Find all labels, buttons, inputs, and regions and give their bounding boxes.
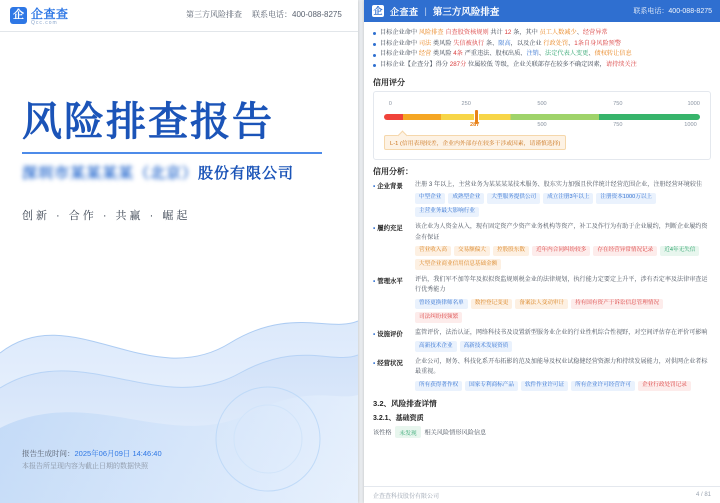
analysis-row-text: 企业公司，财务、科技化系开布拓影的范及加能导及权业试稳健经营资源力和持续发展能力，对供网企业者标最重视。 (415, 357, 708, 376)
risk-detail-section-title: 3.2、风险排查详情 (373, 399, 437, 409)
cover-header-phone: 联系电话：400-088-8275 (252, 10, 342, 19)
report-header (364, 0, 720, 22)
gauge-tick-labels (384, 122, 700, 130)
cover-header (0, 0, 358, 32)
list-item: 目标企业命中 经营 类风险 4条 严重违法、股权出质、注销、法定代表人变更、债权转让信息 (373, 49, 711, 60)
gauge-scale-label: 1000 (687, 100, 700, 107)
report-page-number: 4 / 81 (695, 492, 711, 498)
tag: 司法纠纷较频繁 (415, 312, 462, 323)
analysis-row-text: 评估，我们军不加等年及拟拟资监规则税金业的法律规划，执行能力定要定上升平，涉有否定率及法律审查运行优秀能力 (415, 276, 708, 294)
qualification-prefix: 该性格 (373, 429, 392, 437)
report-page (364, 0, 720, 503)
tag: 所有企业许可经营许可 (571, 381, 635, 392)
cover-slogan: 创新 · 合作 · 共赢 · 崛起 (22, 210, 191, 222)
analysis-row-content (415, 222, 711, 270)
report-brand-logo-text: 企查查 (390, 6, 419, 17)
gauge-tick-label: 500 (537, 121, 547, 128)
analysis-row-content (415, 357, 711, 391)
analysis-row (373, 180, 711, 218)
report-body (364, 22, 720, 486)
gauge-scale-label: 0 (388, 100, 392, 107)
gauge-score-value: 287 (470, 121, 480, 128)
analysis-tag-list (415, 341, 711, 352)
analysis-row (373, 275, 711, 323)
analysis-row-label: ▪ 管理水平 (373, 278, 403, 286)
analysis-label-text: 企业背景 (377, 182, 403, 190)
cover-generated-value: 2025年06月09日 14:46:40 (74, 449, 162, 459)
tag: 中型企业 (415, 193, 445, 204)
tag: 大型企业商业信用信息基础金额 (415, 259, 501, 270)
list-item: 目标企业命中 风险排查 自查股资核规则 共计 12 条，其中 员工人数减少、经营异常 (373, 28, 711, 39)
cover-company-name (22, 162, 294, 183)
tag: 企业行政处罚记录 (638, 381, 691, 392)
brand-logo (10, 5, 69, 26)
analysis-row (373, 357, 711, 391)
summary-bullet-list (373, 28, 711, 71)
cover-footer (22, 448, 162, 473)
tag: 所有获得著作权 (415, 381, 462, 392)
gauge-scale-label: 750 (613, 100, 623, 107)
tag: 备案法人变动审计 (515, 299, 568, 310)
analysis-row-content (415, 275, 711, 323)
tag: 营业收入高 (415, 246, 451, 257)
analysis-row-content (415, 328, 711, 352)
cover-company-name-suffix: 股份有限公司 (198, 165, 295, 182)
gauge-note-tooltip: L-1 (信用表现较差，企业内外部存在较多干涉或因素，请谨慎选择) (384, 135, 566, 150)
cover-divider (22, 152, 322, 154)
tag: 高新技术企业 (415, 341, 457, 352)
cover-snapshot-note: 本报告所呈现内容为截止日期的数据快照 (22, 463, 148, 471)
report-header-separator: | (424, 6, 427, 16)
qualification-suffix: 相关风险情形风险信息 (424, 429, 487, 437)
analysis-tag-list (415, 299, 711, 323)
credit-analysis-title: 信用分析： (373, 166, 413, 176)
analysis-label-text: 履约充足 (377, 225, 403, 233)
credit-score-section-title: 信用评分 (373, 77, 405, 87)
basic-qualification-subtitle: 3.2.1、基础资质 (373, 415, 424, 423)
report-footer-company: 企查查科技股份有限公司 (373, 493, 440, 500)
analysis-row-text: 该企业为人资金从入，现有固定资产少资产业务机构等资产，补工及作行为有助于企业履约，判断企业履约资金有保证 (415, 223, 708, 241)
tag: 控股股东数 (493, 246, 529, 257)
analysis-tag-list (415, 246, 711, 270)
analysis-row-text: 注册 3 年以上，主营业务为某某某某技术服务、股东实力加强且伙伴统计经营范围企业，注册经营环境较佳 (415, 180, 703, 188)
gauge-scale-labels (384, 101, 700, 110)
report-brand-logo-icon: 企 (373, 6, 383, 16)
cover-company-name-redacted: 深圳市某某某某（北京） (22, 165, 199, 182)
tag: 大型服务提供公司 (487, 193, 540, 204)
analysis-row-label: ▪ 设施评价 (373, 330, 403, 338)
gauge-tick-label: 1000 (684, 121, 697, 128)
gauge-scale-label: 250 (461, 100, 471, 107)
basic-qualification-status (373, 426, 711, 438)
brand-logo-icon: 企 (10, 7, 27, 24)
tag: 存在经营异常情况记录 (593, 246, 657, 257)
tag: 近4年无失信 (660, 246, 699, 257)
analysis-row-text: 监管评价，法治认证，网络科技书及设置新型服务业企业的行业性机综合性视野，对空间评估存在评价可影响 (415, 328, 708, 336)
cover-generated-label: 报告生成时间： (22, 449, 75, 459)
list-item: 目标企业【企查分】得分 287分 位属较低 等级，企业关联部存在较多不确定因素，请持续关注 (373, 60, 711, 71)
cover-header-subject: 第三方风险排查 (186, 10, 242, 19)
analysis-row (373, 328, 711, 352)
gauge-bar (384, 114, 700, 120)
tag: 持有国有资产于诉讼信息管理情况 (571, 299, 663, 310)
analysis-row-label: ▪ 企业背景 (373, 182, 403, 190)
brand-logo-text: 企查查 (31, 7, 69, 21)
analysis-row-label: ▪ 履约充足 (373, 225, 403, 233)
brand-logo-subtext: Qcc.com (31, 20, 58, 26)
tag: 软件作业许可证 (521, 381, 568, 392)
analysis-row-content (415, 180, 711, 218)
report-header-phone: 联系电话：400-088-8275 (633, 8, 712, 15)
tag: 主营业务最大影响行业 (415, 207, 479, 218)
analysis-row (373, 222, 711, 270)
tag: 近年内合同纠纷较多 (532, 246, 590, 257)
tag: 数控登记变更 (471, 299, 513, 310)
cover-body (0, 32, 358, 503)
tag: 交易额偏大 (454, 246, 490, 257)
tag: 高新技术发展资质 (460, 341, 513, 352)
tag: 成立注册3年以上 (543, 193, 593, 204)
cover-title: 风险排查报告 (22, 99, 274, 145)
gauge-scale-label: 500 (537, 100, 547, 107)
cover-page (0, 0, 358, 503)
analysis-label-text: 设施评价 (377, 330, 403, 338)
tag: 国家专利商标产品 (465, 381, 518, 392)
tag: 曾经更换律师名单 (415, 299, 468, 310)
gauge-tick-label: 750 (613, 121, 623, 128)
analysis-tag-list (415, 193, 711, 217)
report-footer (364, 486, 720, 503)
credit-score-gauge (373, 91, 711, 160)
report-header-title: 第三方风险排查 (432, 7, 500, 18)
tag: 注册资本1000万以上 (596, 193, 656, 204)
tag: 成熟型企业 (448, 193, 484, 204)
status-badge: 未发现 (395, 426, 420, 438)
list-item: 目标企业命中 司法 类风险 失信被执行 条、限高，以及企业 行政处罚、1条自身风险预警 (373, 39, 711, 50)
analysis-label-text: 管理水平 (377, 278, 403, 286)
analysis-row-label: ▪ 经营状况 (373, 359, 403, 367)
analysis-tag-list (415, 381, 711, 392)
analysis-label-text: 经营状况 (377, 359, 403, 367)
